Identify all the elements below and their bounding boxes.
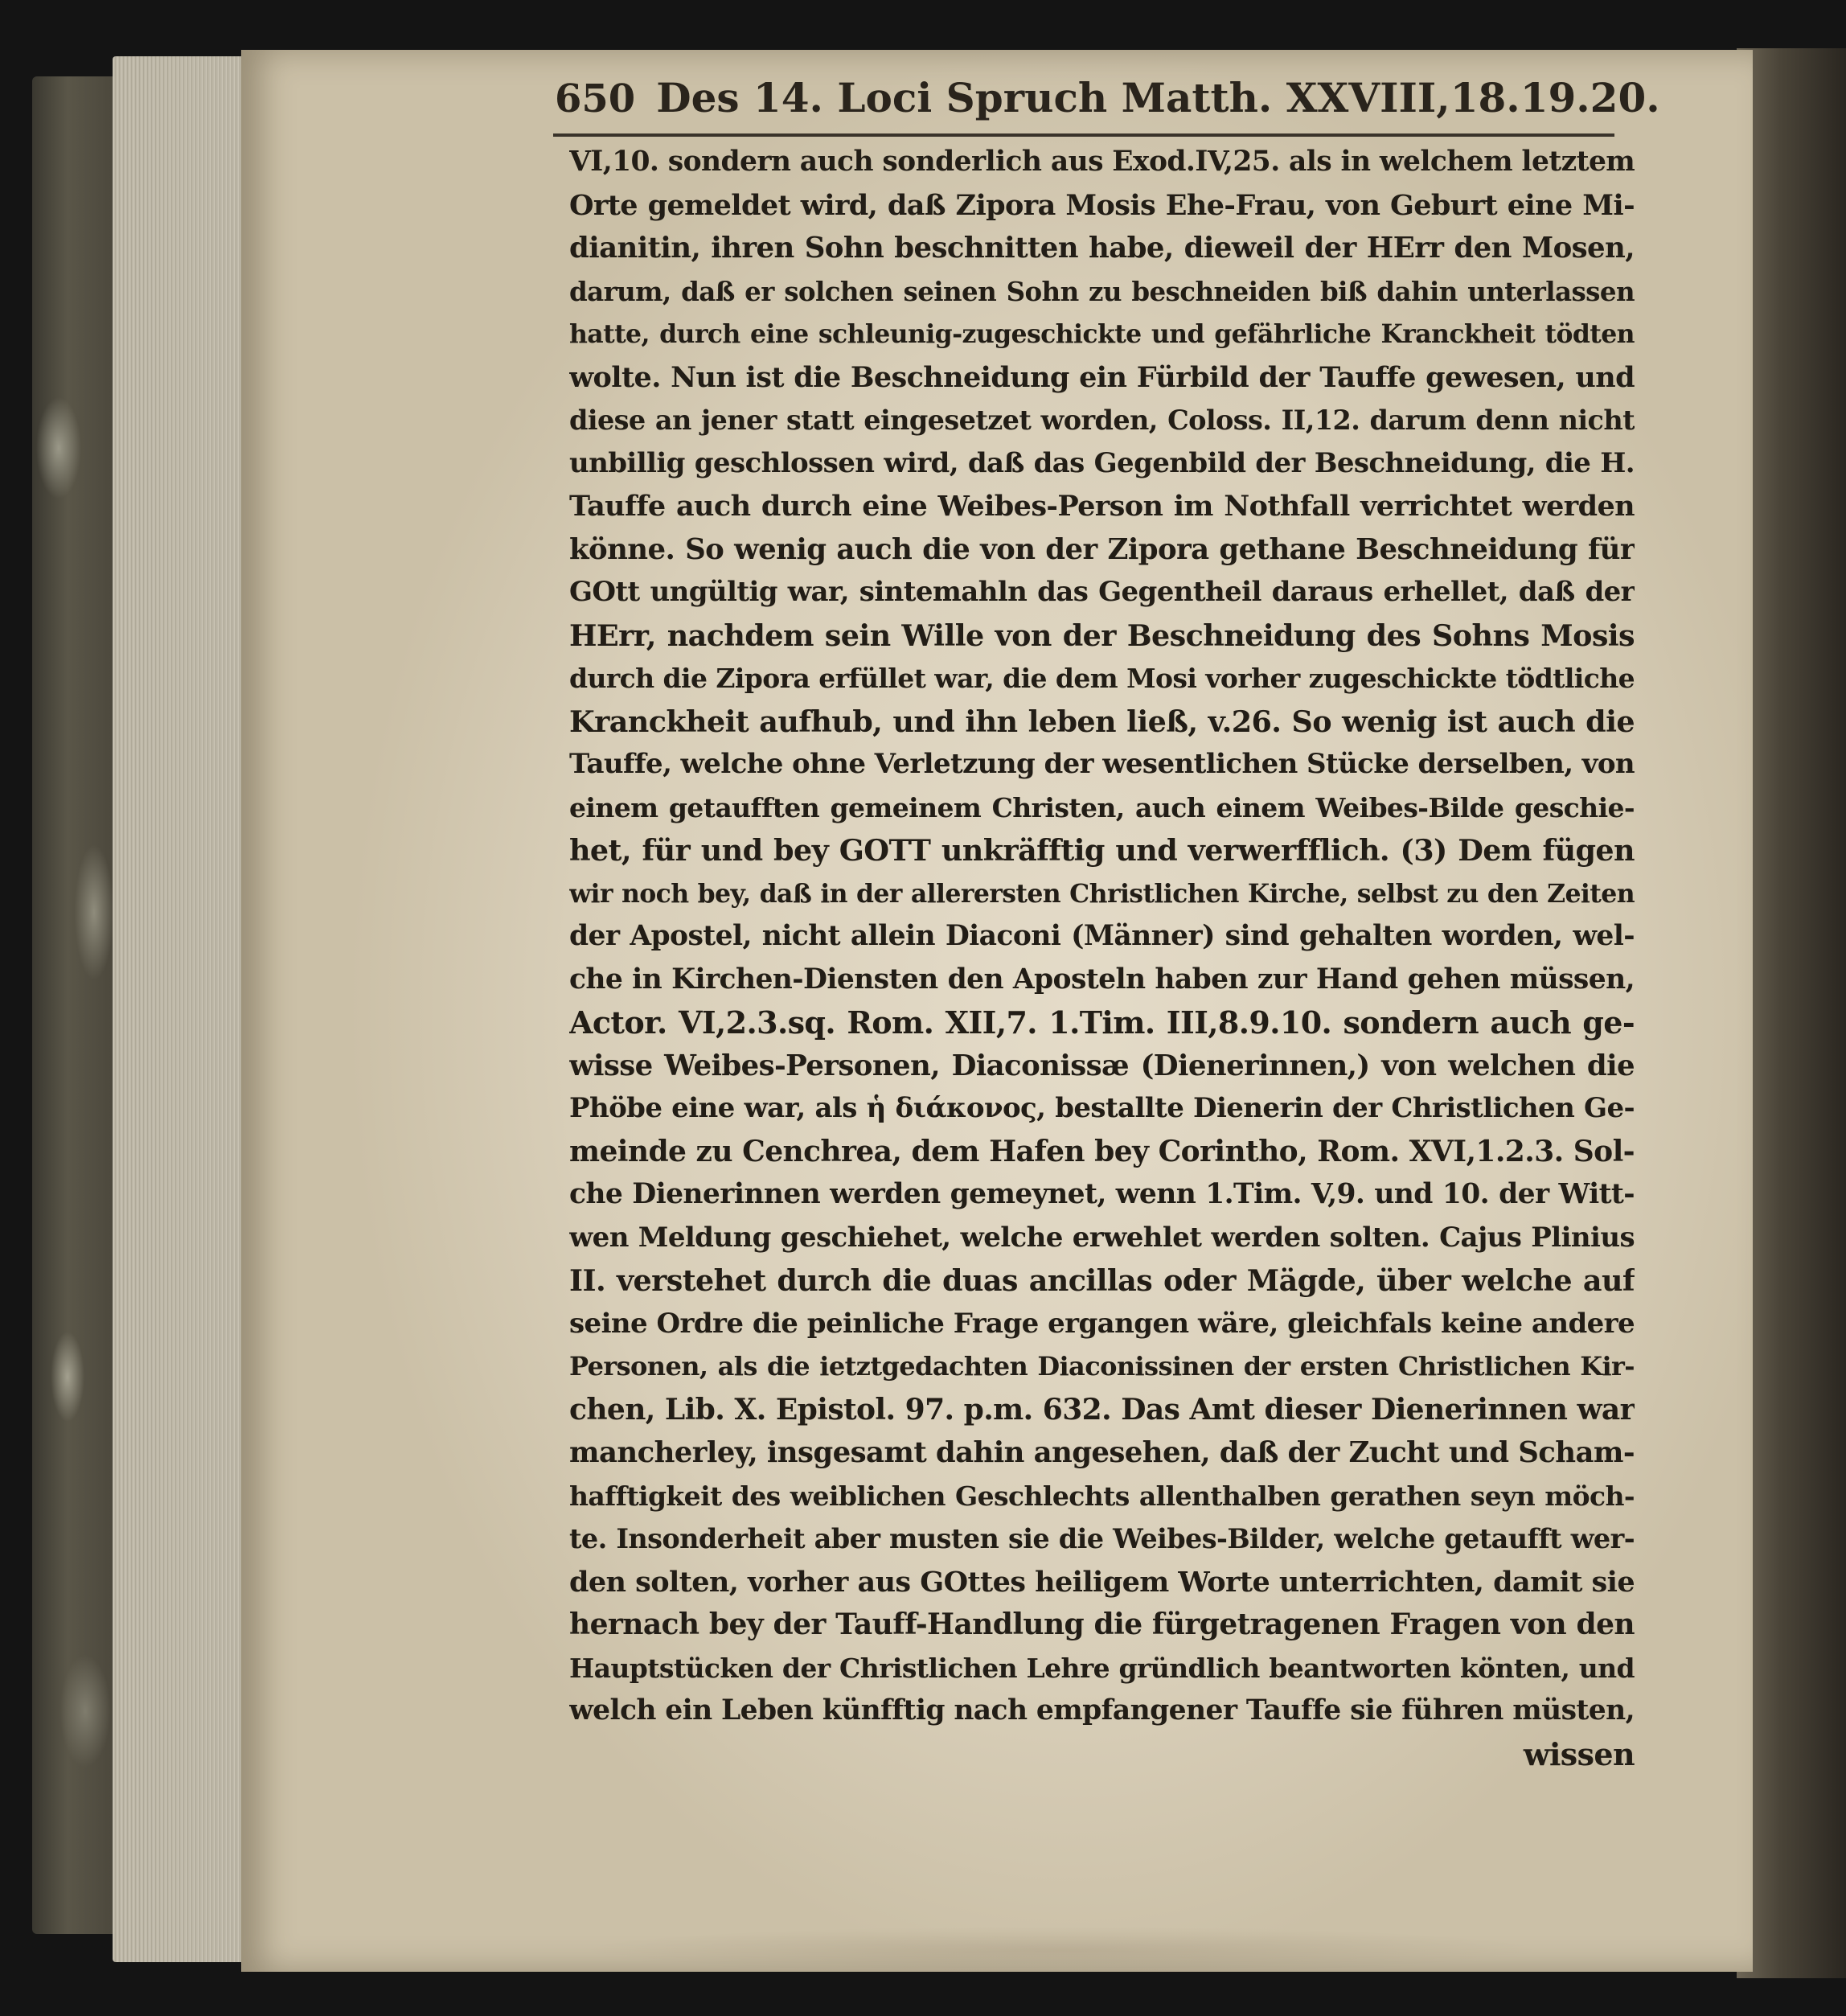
text-line: Tauffe auch durch eine Weibes-Person im Nothfall verrichtet werden <box>569 490 1635 523</box>
page-number: 650 <box>555 76 636 121</box>
text-line: che in Kirchen-Diensten den Aposteln haben zur Hand gehen müssen, <box>569 963 1635 996</box>
text-line: meinde zu Cenchrea, dem Hafen bey Corintho, Rom. XVI,1.2.3. Sol- <box>569 1134 1635 1168</box>
body-text <box>569 141 1635 1776</box>
text-line: mancherley, insgesamt dahin angesehen, daß der Zucht und Scham- <box>569 1436 1635 1469</box>
gutter-shadow <box>1737 48 1846 1978</box>
page-stain <box>579 1926 1544 1974</box>
text-line: HErr, nachdem sein Wille von der Beschneidung des Sohns Mosis <box>569 618 1635 653</box>
text-line: wolte. Nun ist die Beschneidung ein Fürbild der Tauffe gewesen, und <box>569 360 1635 394</box>
running-title: Des 14. Loci Spruch Matth. XXVIII,18.19.20. <box>656 74 1660 121</box>
page-edges <box>113 56 253 1962</box>
text-line: Kranckheit aufhub, und ihn leben ließ, v.26. So wenig ist auch die <box>569 704 1635 739</box>
text-line: wen Meldung geschiehet, welche erwehlet werden solten. Cajus Plinius <box>569 1221 1635 1254</box>
text-line: hernach bey der Tauff-Handlung die fürgetragenen Fragen von den <box>569 1607 1635 1641</box>
text-line: welch ein Leben künfftig nach empfangener Tauffe sie führen müsten, <box>569 1694 1635 1727</box>
text-line: unbillig geschlossen wird, daß das Gegenbild der Beschneidung, die H. <box>569 446 1635 479</box>
text-line: hafftigkeit des weiblichen Geschlechts allenthalben gerathen seyn möch- <box>569 1480 1635 1512</box>
text-line: Actor. VI,2.3.sq. Rom. XII,7. 1.Tim. III,8.9.10. sondern auch ge- <box>569 1004 1635 1041</box>
text-line: Phöbe eine war, als ἡ διάκονος, bestallte Dienerin der Christlichen Ge- <box>569 1092 1635 1124</box>
running-header <box>555 74 1660 130</box>
text-line: GOtt ungültig war, sintemahln das Gegentheil daraus erhellet, daß der <box>569 576 1635 608</box>
text-line: dianitin, ihren Sohn beschnitten habe, dieweil der HErr den Mosen, <box>569 232 1635 265</box>
text-line: VI,10. sondern auch sonderlich aus Exod.IV,25. als in welchem letztem <box>569 146 1635 178</box>
text-line: te. Insonderheit aber musten sie die Weibes-Bilder, welche getaufft wer- <box>569 1523 1635 1554</box>
text-line: Orte gemeldet wird, daß Zipora Mosis Ehe-Frau, von Geburt eine Mi- <box>569 188 1635 222</box>
text-line: hatte, durch eine schleunig-zugeschickte und gefährliche Kranckheit tödten <box>569 319 1635 349</box>
text-line: seine Ordre die peinliche Frage ergangen wäre, gleichfals keine andere <box>569 1307 1635 1340</box>
catchword: wissen <box>1523 1735 1635 1772</box>
header-rule <box>553 133 1614 137</box>
text-line: het, für und bey GOTT unkräfftig und verwerfflich. (3) Dem fügen <box>569 833 1635 868</box>
text-line: einem getaufften gemeinem Christen, auch einem Weibes-Bilde geschie- <box>569 791 1635 823</box>
text-line: könne. So wenig auch die von der Zipora gethane Beschneidung für <box>569 532 1635 566</box>
text-line: Tauffe, welche ohne Verletzung der wesentlichen Stücke derselben, von <box>569 748 1635 780</box>
marbled-cover <box>32 76 121 1934</box>
text-line: durch die Zipora erfüllet war, die dem Mosi vorher zugeschickte tödtliche <box>569 663 1635 694</box>
text-line: che Dienerinnen werden gemeynet, wenn 1.Tim. V,9. und 10. der Witt- <box>569 1178 1635 1210</box>
text-line: den solten, vorher aus GOttes heiligem Worte unterrichten, damit sie <box>569 1565 1635 1599</box>
text-line: Personen, als die ietztgedachten Diaconissinen der ersten Christlichen Kir- <box>569 1351 1635 1382</box>
text-line: chen, Lib. X. Epistol. 97. p.m. 632. Das Amt dieser Dienerinnen war <box>569 1392 1635 1427</box>
text-line: der Apostel, nicht allein Diaconi (Männer) sind gehalten worden, wel- <box>569 920 1635 952</box>
text-line: wisse Weibes-Personen, Diaconissæ (Dienerinnen,) von welchen die <box>569 1049 1635 1082</box>
text-line: Hauptstücken der Christlichen Lehre gründlich beantworten könten, und <box>569 1652 1635 1684</box>
text-line: diese an jener statt eingesetzet worden, Coloss. II,12. darum denn nicht <box>569 404 1635 436</box>
text-line: wir noch bey, daß in der allerersten Christlichen Kirche, selbst zu den Zeiten <box>569 878 1635 909</box>
text-line: II. verstehet durch die duas ancillas oder Mägde, über welche auf <box>569 1263 1635 1298</box>
text-line: darum, daß er solchen seinen Sohn zu beschneiden biß dahin unterlassen <box>569 275 1635 307</box>
